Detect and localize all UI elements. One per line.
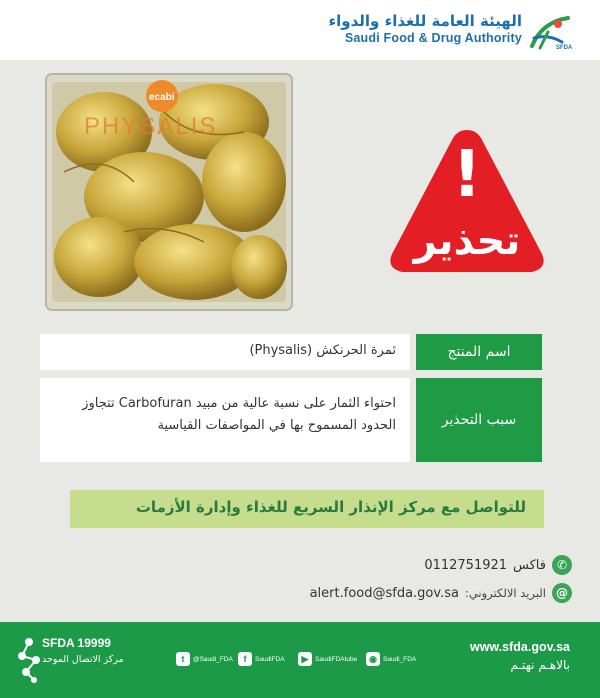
product-image (44, 72, 294, 312)
contact-banner: للتواصل مع مركز الإنذار السريع للغذاء وإدارة الأزمات (70, 490, 544, 528)
warning-reason-label: سبب التحذير (416, 378, 542, 462)
fax-label: فاكس (513, 557, 546, 573)
fax-number[interactable]: 0112751921 (424, 557, 508, 573)
social-facebook[interactable]: f SaudiFDA (238, 652, 285, 666)
warning-reason-value (40, 378, 410, 462)
slogan: بالاهـم نهتـم (510, 658, 570, 672)
warning-reason-line-2: الحدود المسموح بها في المواصفات القياسية (157, 418, 396, 433)
fax-line (424, 554, 572, 576)
header (0, 0, 600, 60)
hotline-caption: مركز الاتصال الموحد (42, 654, 124, 665)
at-icon: @ (552, 583, 572, 603)
svg-text:ecabi: ecabi (149, 92, 175, 103)
exclamation-icon: ! (452, 138, 482, 212)
product-name-value: ثمرة الحرنكش (Physalis) (40, 334, 410, 370)
website-link[interactable]: www.sfda.gov.sa (469, 640, 570, 654)
social-youtube[interactable]: ▶ SaudiFDAtube (298, 652, 357, 666)
twitter-icon: t (176, 652, 190, 666)
youtube-icon: ▶ (298, 652, 312, 666)
email-line (310, 582, 572, 604)
sfda-network-icon (18, 636, 40, 684)
phone-icon: ✆ (552, 555, 572, 575)
svg-text:SFDA: SFDA (556, 45, 572, 51)
product-name-label: اسم المنتج (416, 334, 542, 370)
org-name-arabic: الهيئة العامة للغذاء والدواء (328, 12, 522, 30)
warning-reason-line-1: احتواء الثمار على نسبة عالية من مبيد Carbofuran تتجاوز (82, 396, 396, 411)
org-name-english: Saudi Food & Drug Authority (344, 31, 522, 45)
social-twitter[interactable]: t @Saudi_FDA (176, 652, 233, 666)
sfda-logo-icon (528, 12, 572, 52)
warning-sign (386, 126, 548, 276)
facebook-icon: f (238, 652, 252, 666)
hotline-number[interactable]: SFDA 19999 (42, 636, 111, 650)
svg-text:PHYSALIS: PHYSALIS (84, 113, 218, 140)
footer (0, 622, 600, 698)
warning-text: تحذير (413, 218, 521, 264)
org-name (328, 12, 522, 46)
email-address[interactable]: alert.food@sfda.gov.sa (309, 585, 459, 601)
social-instagram[interactable]: ◉ Saudi_FDA (366, 652, 416, 666)
instagram-icon: ◉ (366, 652, 380, 666)
email-label: البريد الالكتروني: (464, 586, 546, 600)
